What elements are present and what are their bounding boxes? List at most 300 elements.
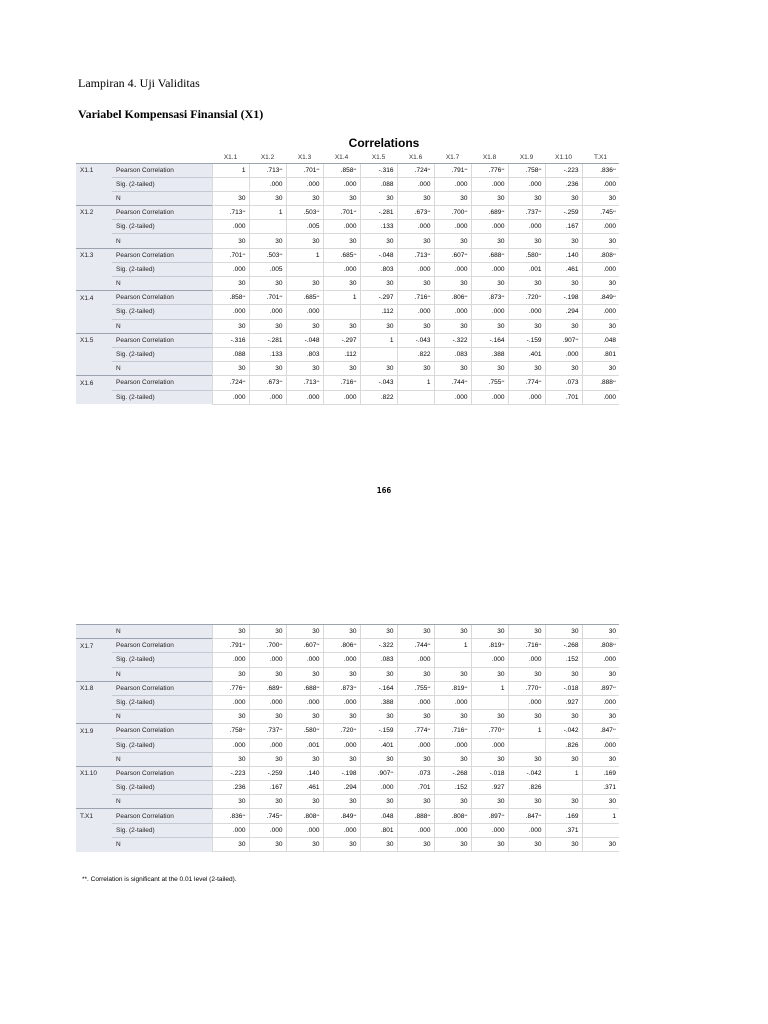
statistic-label: Sig. (2-tailed) (112, 177, 212, 191)
table-cell: .849** (582, 291, 619, 305)
table-cell: .700** (434, 206, 471, 220)
table-cell: .294 (545, 305, 582, 319)
table-cell: .000 (434, 738, 471, 752)
table-cell: 1 (212, 163, 249, 177)
table-cell: .073 (397, 766, 434, 780)
table-row (76, 738, 619, 752)
table-cell: .236 (545, 177, 582, 191)
table-cell: .000 (545, 347, 582, 361)
table-cell: 30 (508, 277, 545, 291)
table-cell: .000 (212, 390, 249, 404)
table-cell (471, 695, 508, 709)
table-cell (249, 220, 286, 234)
table-cell: -.018 (471, 766, 508, 780)
table-cell: .000 (582, 177, 619, 191)
table-cell: .461 (286, 781, 323, 795)
table-cell: .000 (212, 823, 249, 837)
table-cell: .770** (508, 681, 545, 695)
table-cell: .724** (397, 163, 434, 177)
table-cell: 30 (508, 710, 545, 724)
table-cell: .000 (323, 262, 360, 276)
table-row (76, 639, 619, 653)
table-cell: .808** (434, 809, 471, 823)
table-cell: 30 (397, 667, 434, 681)
table-cell: .720** (323, 724, 360, 738)
table-cell: .673** (249, 376, 286, 390)
table-cell: .371 (545, 823, 582, 837)
statistic-label: Pearson Correlation (112, 163, 212, 177)
table-cell: .701** (249, 291, 286, 305)
table-cell: 30 (582, 710, 619, 724)
table-cell: .140 (286, 766, 323, 780)
table-cell: .000 (471, 823, 508, 837)
statistic-label: Pearson Correlation (112, 766, 212, 780)
table-cell: 30 (360, 625, 397, 639)
table-cell: .461 (545, 262, 582, 276)
table-cell: 30 (249, 319, 286, 333)
table-cell: .758** (508, 163, 545, 177)
table-cell: 30 (582, 362, 619, 376)
table-cell: .401 (360, 738, 397, 752)
table-cell: .000 (471, 262, 508, 276)
table-cell: .685** (286, 291, 323, 305)
table-cell: .000 (434, 823, 471, 837)
table-cell: .858** (212, 291, 249, 305)
table-cell: 30 (323, 710, 360, 724)
table-cell: 30 (360, 277, 397, 291)
table-cell: .701** (323, 206, 360, 220)
table-cell: 30 (286, 752, 323, 766)
table-cell: 30 (434, 710, 471, 724)
table-cell: 30 (360, 362, 397, 376)
table-cell: .701** (286, 163, 323, 177)
table-cell: 30 (323, 752, 360, 766)
table-cell: .791** (212, 639, 249, 653)
table-cell: -.043 (397, 333, 434, 347)
table-cell: .000 (249, 305, 286, 319)
table-cell: 30 (360, 710, 397, 724)
table-cell: .801 (360, 823, 397, 837)
statistic-label: Sig. (2-tailed) (112, 823, 212, 837)
variable-label (76, 752, 112, 766)
table-cell: .401 (508, 347, 545, 361)
table-cell: 30 (286, 319, 323, 333)
table-cell: 30 (545, 234, 582, 248)
table-cell: .000 (286, 653, 323, 667)
table-cell: .716** (508, 639, 545, 653)
table-cell: 30 (545, 362, 582, 376)
table-cell: .822 (397, 347, 434, 361)
variable-label: X1.1 (76, 163, 112, 177)
statistic-label: Sig. (2-tailed) (112, 781, 212, 795)
table-cell: .000 (286, 177, 323, 191)
table-cell: .000 (434, 262, 471, 276)
table-cell: 30 (212, 277, 249, 291)
variable-label (76, 795, 112, 809)
variable-label: T.X1 (76, 809, 112, 823)
table-cell: .167 (249, 781, 286, 795)
table-row (76, 333, 619, 347)
variable-label: X1.8 (76, 681, 112, 695)
table-cell: 30 (582, 319, 619, 333)
table-cell: .236 (212, 781, 249, 795)
statistic-label: Pearson Correlation (112, 809, 212, 823)
table-cell: 30 (249, 667, 286, 681)
table-cell: -.268 (434, 766, 471, 780)
table-row (76, 220, 619, 234)
variable-heading: Variabel Kompensasi Finansial (X1) (78, 107, 264, 121)
table-cell: .907** (545, 333, 582, 347)
column-header: X1.9 (508, 150, 545, 163)
table-cell: .836** (582, 163, 619, 177)
variable-label (76, 347, 112, 361)
table-cell: .897** (471, 809, 508, 823)
statistic-label: N (112, 277, 212, 291)
table-cell: -.322 (434, 333, 471, 347)
table-cell: .000 (323, 390, 360, 404)
table-cell: -.198 (323, 766, 360, 780)
table-cell: 30 (249, 710, 286, 724)
table-cell: .000 (582, 695, 619, 709)
table-cell: 30 (360, 667, 397, 681)
table-cell: 30 (545, 752, 582, 766)
statistic-label: Sig. (2-tailed) (112, 695, 212, 709)
table-cell: 30 (545, 837, 582, 851)
table-cell (286, 262, 323, 276)
table-cell: .000 (434, 177, 471, 191)
table-title: Correlations (348, 136, 420, 150)
column-header: X1.7 (434, 150, 471, 163)
table-cell: 30 (212, 234, 249, 248)
table-cell: 30 (323, 795, 360, 809)
table-cell: .808** (286, 809, 323, 823)
table-cell: 30 (360, 234, 397, 248)
table-row (76, 667, 619, 681)
table-cell: 30 (286, 277, 323, 291)
table-cell: 30 (212, 362, 249, 376)
column-header-row (76, 150, 619, 163)
variable-label: X1.3 (76, 248, 112, 262)
statistic-label: Sig. (2-tailed) (112, 390, 212, 404)
table-row (76, 781, 619, 795)
table-row (76, 248, 619, 262)
table-cell: -.316 (360, 163, 397, 177)
table-cell: 30 (545, 277, 582, 291)
table-cell: .819** (471, 639, 508, 653)
table-cell: .776** (471, 163, 508, 177)
table-cell: .000 (397, 695, 434, 709)
column-header: X1.1 (212, 150, 249, 163)
variable-label: X1.5 (76, 333, 112, 347)
table-cell (582, 823, 619, 837)
table-cell: 30 (249, 625, 286, 639)
variable-label (76, 362, 112, 376)
table-cell: .000 (582, 390, 619, 404)
table-cell: .000 (397, 653, 434, 667)
table-cell: .803 (360, 262, 397, 276)
table-cell (212, 177, 249, 191)
table-row (76, 795, 619, 809)
table-cell: 30 (508, 362, 545, 376)
variable-label (76, 262, 112, 276)
table-row (76, 376, 619, 390)
table-cell: .000 (323, 177, 360, 191)
table-cell: -.259 (545, 206, 582, 220)
table-cell: -.322 (360, 639, 397, 653)
table-cell: -.042 (545, 724, 582, 738)
variable-label (76, 390, 112, 404)
table-cell: 30 (471, 319, 508, 333)
table-cell: .000 (212, 305, 249, 319)
column-header: X1.3 (286, 150, 323, 163)
table-cell: .000 (249, 695, 286, 709)
table-cell: 30 (212, 191, 249, 205)
table-cell (397, 390, 434, 404)
appendix-heading: Lampiran 4. Uji Validitas (78, 76, 200, 90)
table-cell: -.316 (212, 333, 249, 347)
table-cell: .607** (434, 248, 471, 262)
table-row (76, 277, 619, 291)
table-cell: 30 (286, 667, 323, 681)
table-cell: .000 (286, 823, 323, 837)
table-cell: .000 (471, 390, 508, 404)
statistic-label: Pearson Correlation (112, 333, 212, 347)
table-cell: .000 (286, 390, 323, 404)
table-cell: .607** (286, 639, 323, 653)
table-cell: 30 (323, 667, 360, 681)
page-number: 166 (376, 486, 392, 495)
table-cell (360, 347, 397, 361)
table-cell: .776** (212, 681, 249, 695)
table-cell: .720** (508, 291, 545, 305)
statistic-label: Sig. (2-tailed) (112, 220, 212, 234)
table-cell: 30 (212, 710, 249, 724)
table-cell: .000 (249, 653, 286, 667)
table-cell: .371 (582, 781, 619, 795)
table-cell (323, 305, 360, 319)
table-cell: .000 (508, 695, 545, 709)
table-cell: 30 (323, 625, 360, 639)
table-cell: .000 (434, 220, 471, 234)
table-cell (434, 653, 471, 667)
variable-label (76, 220, 112, 234)
variable-label (76, 837, 112, 851)
variable-label (76, 667, 112, 681)
table-cell: .000 (582, 653, 619, 667)
table-cell: .000 (249, 390, 286, 404)
table-cell: .005 (286, 220, 323, 234)
table-cell: 30 (249, 837, 286, 851)
table-cell: .689** (249, 681, 286, 695)
table-cell: .073 (545, 376, 582, 390)
table-cell: 30 (397, 710, 434, 724)
table-cell: .806** (434, 291, 471, 305)
statistic-label: Sig. (2-tailed) (112, 738, 212, 752)
table-cell: 30 (471, 837, 508, 851)
table-cell (508, 738, 545, 752)
table-cell: .770** (471, 724, 508, 738)
table-cell: .000 (323, 220, 360, 234)
variable-label (76, 710, 112, 724)
table-cell: .689** (471, 206, 508, 220)
table-cell: 30 (545, 625, 582, 639)
table-cell: .819** (434, 681, 471, 695)
statistic-label: N (112, 752, 212, 766)
table-cell: .836** (212, 809, 249, 823)
statistic-label: N (112, 191, 212, 205)
table-cell: .700** (249, 639, 286, 653)
table-cell: .688** (286, 681, 323, 695)
table-row (76, 291, 619, 305)
table-cell: .167 (545, 220, 582, 234)
statistic-label: Sig. (2-tailed) (112, 262, 212, 276)
table-cell: .388 (471, 347, 508, 361)
table-cell: .001 (508, 262, 545, 276)
table-cell: .152 (545, 653, 582, 667)
table-row (76, 163, 619, 177)
table-cell: 30 (360, 795, 397, 809)
table-cell: .755** (397, 681, 434, 695)
table-cell: .713** (397, 248, 434, 262)
table-cell: 30 (582, 667, 619, 681)
table-cell: .000 (471, 653, 508, 667)
table-cell: 30 (471, 625, 508, 639)
statistic-label: Sig. (2-tailed) (112, 347, 212, 361)
table-cell: .701 (397, 781, 434, 795)
table-cell: 30 (545, 319, 582, 333)
column-header: T.X1 (582, 150, 619, 163)
column-header: X1.8 (471, 150, 508, 163)
table-cell: 30 (545, 191, 582, 205)
table-cell: 30 (212, 319, 249, 333)
table-cell: 30 (323, 837, 360, 851)
table-cell: .503** (249, 248, 286, 262)
table-cell: .716** (434, 724, 471, 738)
table-cell: 30 (545, 667, 582, 681)
table-cell: .000 (397, 823, 434, 837)
table-cell: .000 (508, 305, 545, 319)
table-cell: .801 (582, 347, 619, 361)
table-row (76, 191, 619, 205)
table-cell: 30 (471, 234, 508, 248)
table-cell: -.297 (323, 333, 360, 347)
statistic-label: Pearson Correlation (112, 376, 212, 390)
table-cell: .000 (508, 823, 545, 837)
table-cell: .724** (212, 376, 249, 390)
table-cell: 30 (434, 191, 471, 205)
table-cell: 30 (434, 837, 471, 851)
table-cell: .826 (508, 781, 545, 795)
table-cell: .083 (360, 653, 397, 667)
table-cell: .716** (397, 291, 434, 305)
table-row (76, 809, 619, 823)
table-cell: 30 (323, 191, 360, 205)
table-row (76, 206, 619, 220)
table-cell: .000 (508, 220, 545, 234)
table-row (76, 752, 619, 766)
table-row (76, 710, 619, 724)
table-cell: -.018 (545, 681, 582, 695)
table-cell: .000 (471, 738, 508, 752)
table-cell: 30 (360, 837, 397, 851)
table-cell: 30 (582, 277, 619, 291)
table-cell: 30 (508, 191, 545, 205)
table-cell: 30 (360, 319, 397, 333)
table-cell: .888** (582, 376, 619, 390)
table-cell: 30 (286, 837, 323, 851)
table-cell: .849** (323, 809, 360, 823)
table-cell: -.198 (545, 291, 582, 305)
table-cell: .873** (471, 291, 508, 305)
variable-label: X1.10 (76, 766, 112, 780)
table-cell: .503** (286, 206, 323, 220)
table-cell: 30 (582, 625, 619, 639)
statistic-label: Sig. (2-tailed) (112, 653, 212, 667)
table-cell: .000 (323, 823, 360, 837)
table-row (76, 837, 619, 851)
table-cell: .927 (545, 695, 582, 709)
table-cell: .140 (545, 248, 582, 262)
variable-label: X1.9 (76, 724, 112, 738)
table-cell: .000 (286, 695, 323, 709)
table-cell: 1 (249, 206, 286, 220)
statistic-label: N (112, 234, 212, 248)
table-cell: .774** (397, 724, 434, 738)
variable-label (76, 781, 112, 795)
table-cell: .927 (471, 781, 508, 795)
table-cell: 30 (397, 277, 434, 291)
table-cell: .907** (360, 766, 397, 780)
statistic-label: N (112, 667, 212, 681)
table-cell: .000 (582, 305, 619, 319)
table-cell: .745** (249, 809, 286, 823)
table-cell: -.268 (545, 639, 582, 653)
table-cell: 30 (508, 837, 545, 851)
table-cell: .803 (286, 347, 323, 361)
statistic-label: N (112, 837, 212, 851)
table-cell: 30 (249, 362, 286, 376)
table-row (76, 724, 619, 738)
table-row (76, 305, 619, 319)
correlations-table-part2 (76, 624, 619, 852)
table-cell: .000 (434, 305, 471, 319)
variable-label: X1.6 (76, 376, 112, 390)
table-cell: 30 (212, 625, 249, 639)
table-cell: 30 (286, 362, 323, 376)
table-cell: .000 (323, 653, 360, 667)
variable-label: X1.7 (76, 639, 112, 653)
table-cell: 30 (508, 234, 545, 248)
table-cell: .000 (582, 738, 619, 752)
table-cell: 30 (508, 795, 545, 809)
table-cell: 30 (286, 191, 323, 205)
table-cell: -.048 (286, 333, 323, 347)
table-cell: 30 (434, 277, 471, 291)
table-cell: 30 (249, 191, 286, 205)
table-cell: .005 (249, 262, 286, 276)
table-cell: 30 (471, 795, 508, 809)
table-cell: .808** (582, 639, 619, 653)
table-cell: -.164 (360, 681, 397, 695)
table-cell: .000 (434, 390, 471, 404)
table-cell: .112 (360, 305, 397, 319)
correlations-table-part1 (76, 150, 619, 405)
column-header: X1.4 (323, 150, 360, 163)
statistic-label: N (112, 362, 212, 376)
table-cell: .847** (582, 724, 619, 738)
table-cell: .806** (323, 639, 360, 653)
table-cell: 30 (582, 234, 619, 248)
